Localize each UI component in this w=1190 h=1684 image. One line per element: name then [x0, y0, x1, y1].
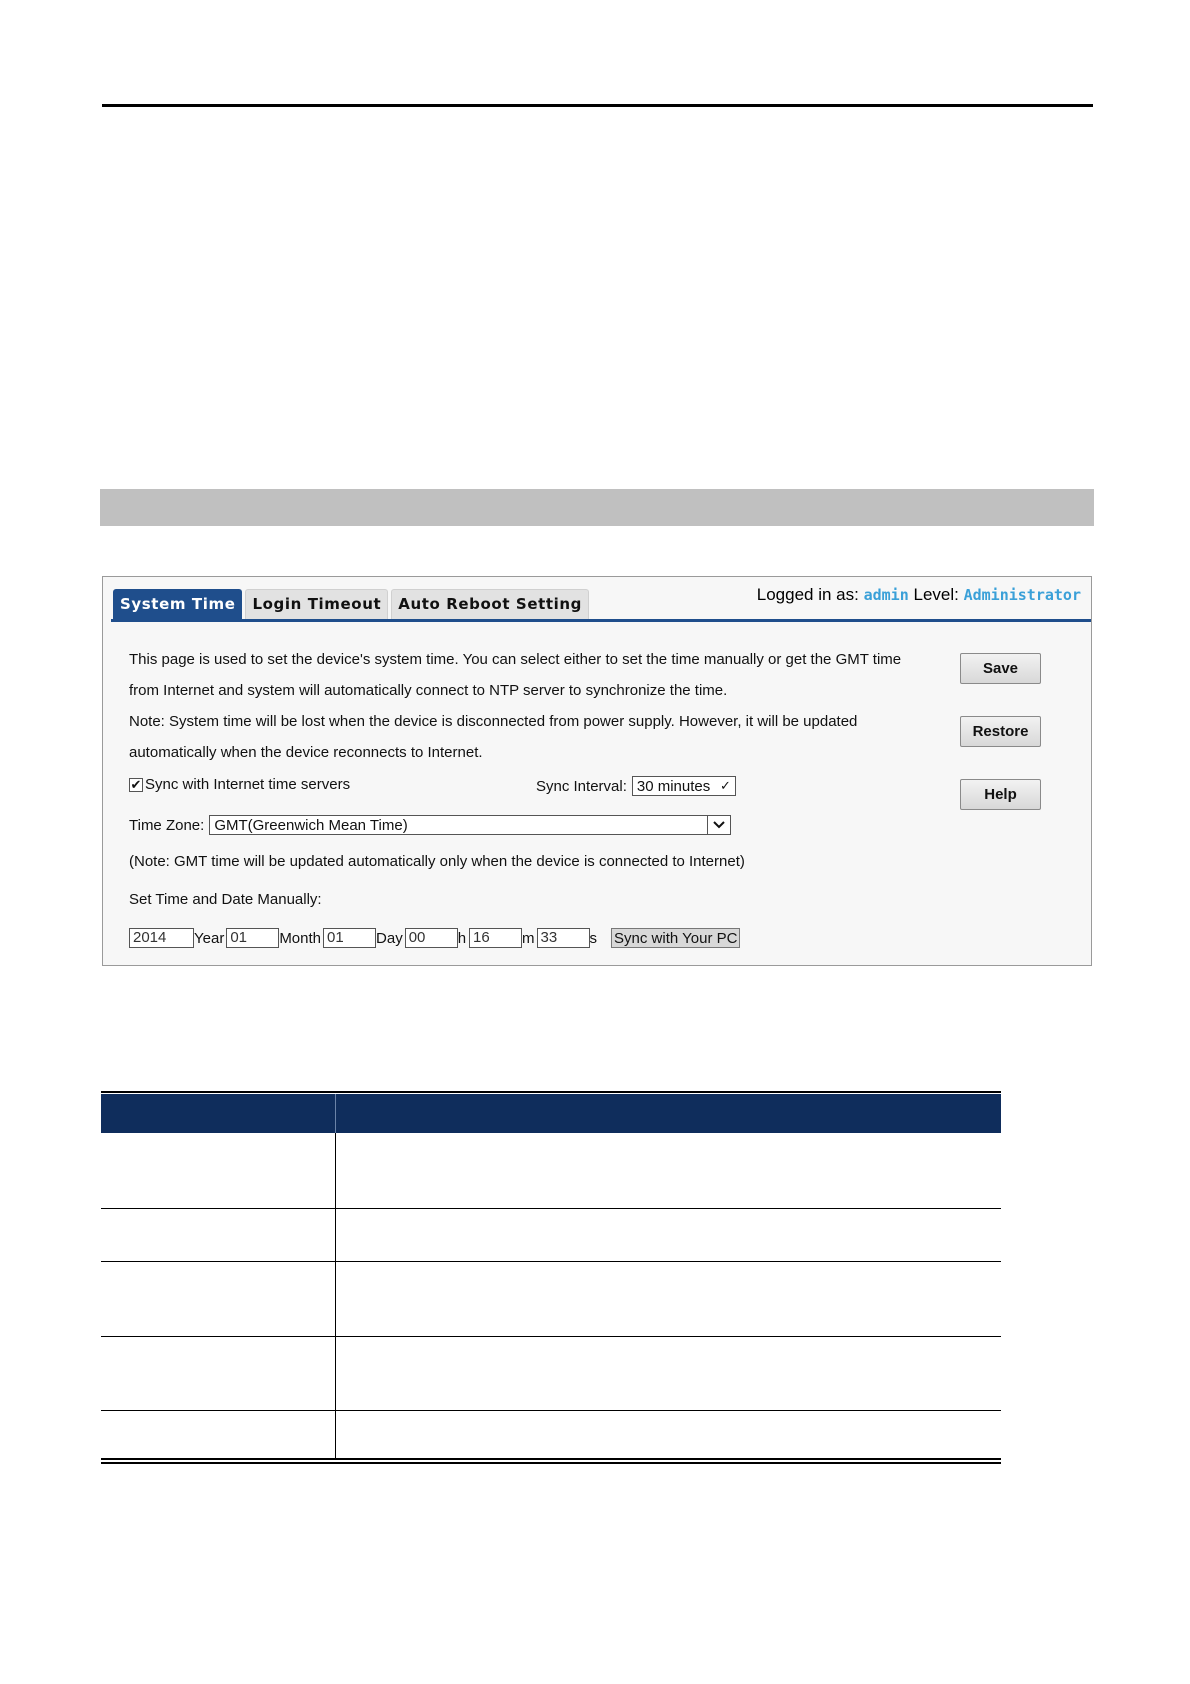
month-input[interactable]: 01: [226, 928, 279, 948]
chevron-down-icon: [707, 816, 730, 834]
system-time-panel: [102, 576, 1092, 966]
timezone-label: Time Zone:: [129, 816, 205, 834]
sync-interval-label: Sync Interval:: [536, 777, 627, 795]
minute-input[interactable]: 16: [469, 928, 522, 948]
sync-interval-row: [536, 776, 736, 796]
day-label: Day: [376, 929, 403, 947]
logged-in-user: admin: [863, 586, 909, 604]
second-label: s: [589, 929, 598, 947]
save-button[interactable]: Save: [960, 653, 1041, 684]
description-line-2: from Internet and system will automatically connect to NTP server to synchronize the time.: [129, 682, 728, 699]
timezone-row: [129, 815, 731, 835]
manual-time-row: [129, 928, 740, 948]
table-row: [101, 1411, 1001, 1460]
user-level: Administrator: [963, 586, 1081, 604]
tab-system-time[interactable]: System Time: [113, 589, 242, 619]
year-input[interactable]: 2014: [129, 928, 194, 948]
sync-row: [129, 776, 350, 793]
manual-time-label: Set Time and Date Manually:: [129, 891, 322, 908]
description-line-3: Note: System time will be lost when the device is disconnected from power supply. However, it will be updated: [129, 713, 858, 730]
minute-label: m: [522, 929, 535, 947]
hour-input[interactable]: 00: [405, 928, 458, 948]
page-header-rule: [102, 104, 1093, 107]
chevron-down-icon: ✓: [719, 778, 731, 793]
login-info: [757, 585, 1081, 605]
year-label: Year: [194, 929, 225, 947]
section-header-band: [100, 489, 1094, 526]
sync-with-pc-button[interactable]: Sync with Your PC: [611, 928, 740, 948]
sync-checkbox[interactable]: ✔: [130, 777, 142, 792]
level-label: Level:: [913, 585, 959, 604]
table-row: [101, 1209, 1001, 1262]
gmt-note: (Note: GMT time will be updated automatically only when the device is connected to Internet): [129, 853, 745, 870]
table-header: [101, 1094, 1001, 1133]
parameter-table: [101, 1091, 1001, 1464]
logged-in-label: Logged in as:: [756, 585, 859, 604]
tab-underline: [111, 619, 1091, 622]
tab-bar: [113, 589, 592, 619]
timezone-value: GMT(Greenwich Mean Time): [214, 816, 408, 834]
second-input[interactable]: 33: [537, 928, 590, 948]
description-line-4: automatically when the device reconnects to Internet.: [129, 744, 483, 761]
day-input[interactable]: 01: [323, 928, 376, 948]
sync-interval-select[interactable]: [632, 776, 736, 796]
sync-checkbox-label: Sync with Internet time servers: [145, 776, 351, 793]
timezone-select[interactable]: [209, 815, 731, 835]
help-button[interactable]: Help: [960, 779, 1041, 810]
tab-login-timeout[interactable]: Login Timeout: [245, 589, 388, 619]
sync-interval-value: 30 minutes: [636, 777, 711, 795]
hour-label: h: [457, 929, 467, 947]
month-label: Month: [279, 929, 322, 947]
restore-button[interactable]: Restore: [960, 716, 1041, 747]
tab-auto-reboot-setting[interactable]: Auto Reboot Setting: [391, 589, 589, 619]
table-row: [101, 1262, 1001, 1337]
table-row: [101, 1133, 1001, 1209]
table-row: [101, 1337, 1001, 1411]
description-line-1: This page is used to set the device's system time. You can select either to set the time manually or get the GMT time: [129, 651, 902, 668]
